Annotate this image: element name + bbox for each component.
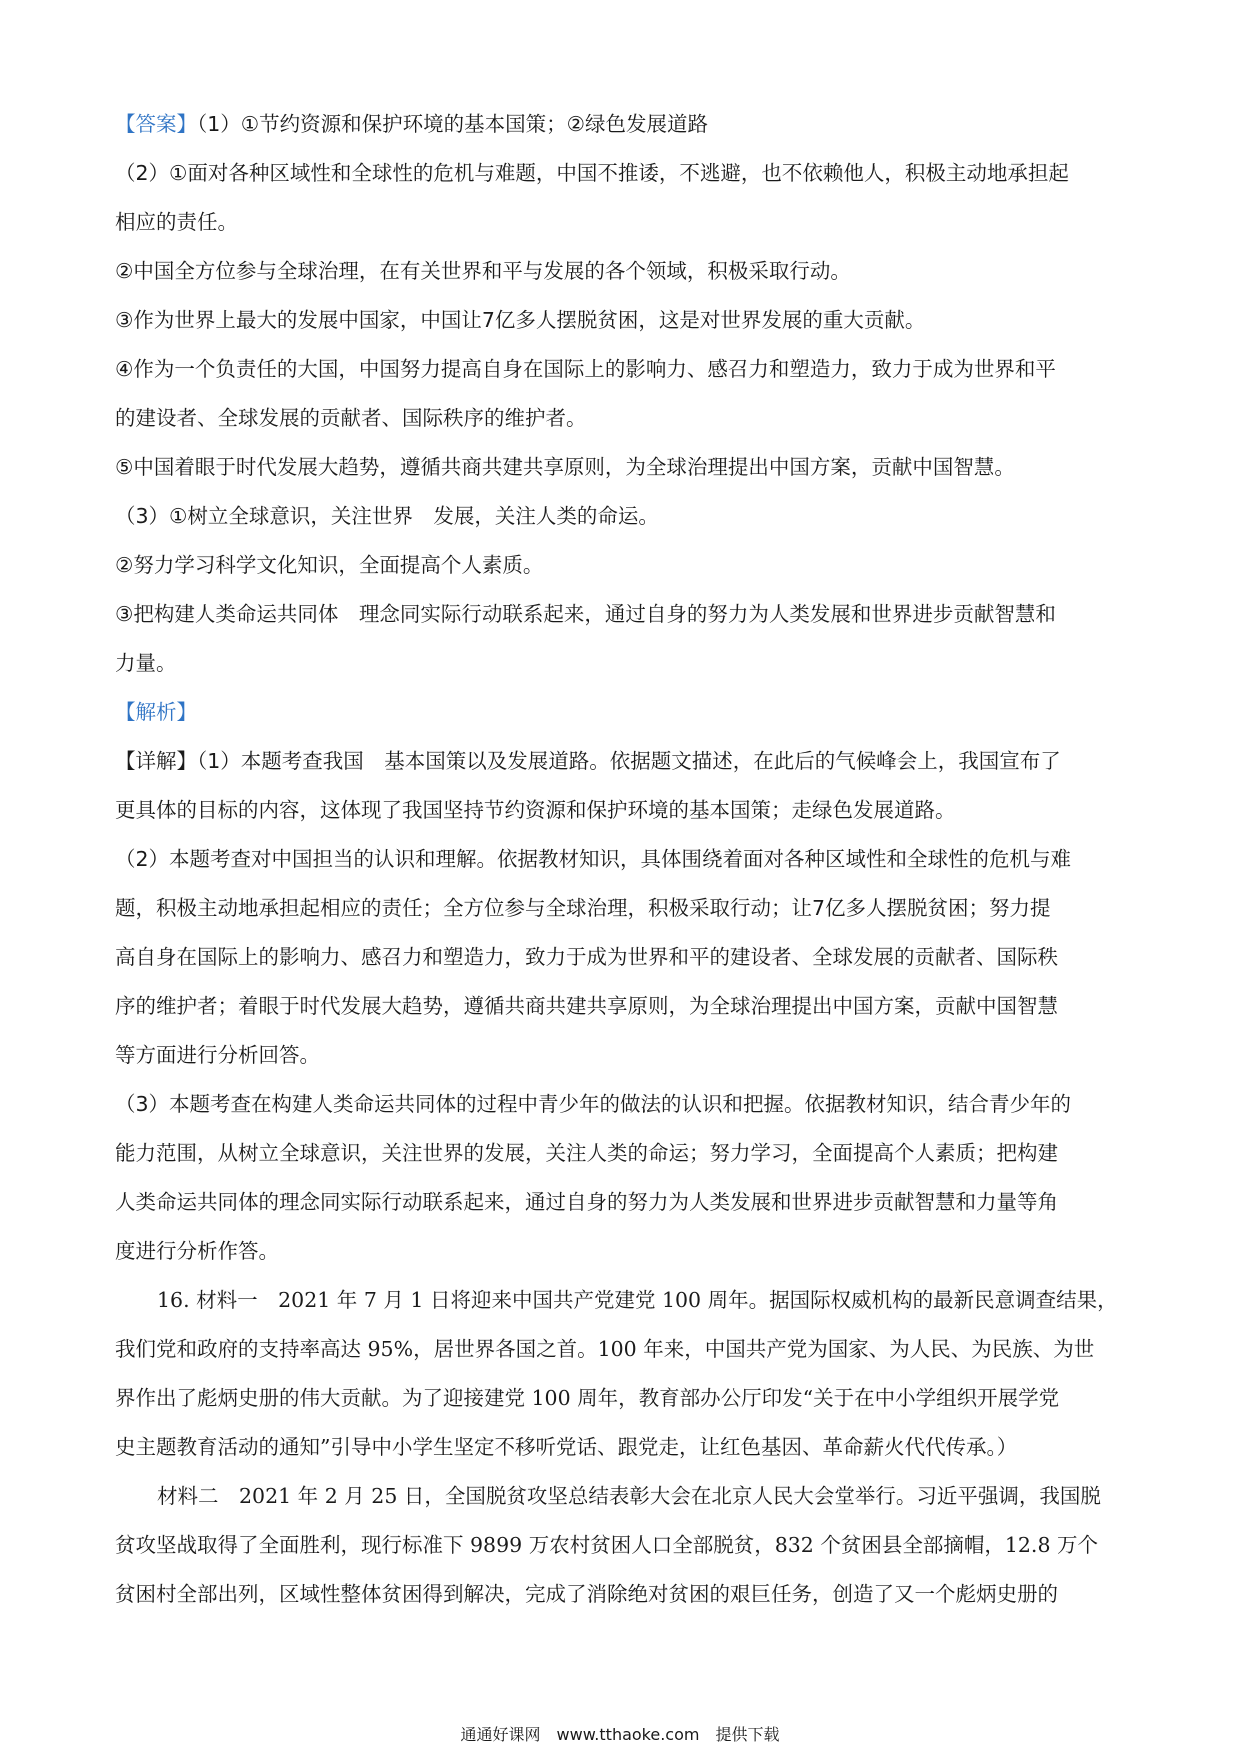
question16-material2-line2: 贫攻坚战取得了全面胜利，现行标准下 9899 万农村贫困人口全部脱贫，832 个贫困县全部摘帽，12.8 万个 xyxy=(115,1533,1099,1557)
answer-part2-item3: ③作为世界上最大的发展中国家，中国让7亿多人摆脱贫困，这是对世界发展的重大贡献。 xyxy=(115,308,926,332)
answer-part3-item1: （3）①树立全球意识，关注世界 发展，关注人类的命运。 xyxy=(115,504,659,528)
answer-tag: 【答案】 xyxy=(115,112,197,136)
answer-part2-line2: 相应的责任。 xyxy=(115,210,238,234)
detail-line-1 xyxy=(115,737,1135,786)
answer-part3-item3-line1: ③把构建人类命运共同体 理念同实际行动联系起来，通过自身的努力为人类发展和世界进步贡献智慧和 xyxy=(115,602,1056,626)
answer-part2-item5: ⑤中国着眼于时代发展大趋势，遵循共商共建共享原则，为全球治理提出中国方案，贡献中国智慧。 xyxy=(115,455,1015,479)
answer-part3-item2: ②努力学习科学文化知识，全面提高个人素质。 xyxy=(115,553,544,577)
analysis-tag: 【解析】 xyxy=(115,700,197,724)
detail-part2-line3: 高自身在国际上的影响力、感召力和塑造力，致力于成为世界和平的建设者、全球发展的贡献者、国际秩 xyxy=(115,945,1058,969)
answer-part2-item4-line2: 的建设者、全球发展的贡献者、国际秩序的维护者。 xyxy=(115,406,587,430)
question16-material1-line2: 我们党和政府的支持率高达 95%，居世界各国之首。100 年来，中国共产党为国家、为人民、为民族、为世 xyxy=(115,1337,1095,1361)
answer-part3-item3-line2: 力量。 xyxy=(115,651,177,675)
detail-part3-line4: 度进行分析作答。 xyxy=(115,1239,279,1263)
detail-part2-line5: 等方面进行分析回答。 xyxy=(115,1043,320,1067)
detail-part1-line2: 更具体的目标的内容，这体现了我国坚持节约资源和保护环境的基本国策；走绿色发展道路。 xyxy=(115,798,956,822)
detail-part2-line1: （2）本题考查对中国担当的认识和理解。依据教材知识，具体围绕着面对各种区域性和全球性的危机与难 xyxy=(115,847,1072,871)
detail-tag: 【详解】 xyxy=(115,749,197,773)
detail-part2-line4: 序的维护者；着眼于时代发展大趋势，遵循共商共建共享原则，为全球治理提出中国方案，贡献中国智慧 xyxy=(115,994,1058,1018)
page-content xyxy=(115,100,1135,1619)
detail-part3-line2: 能力范围，从树立全球意识，关注世界的发展，关注人类的命运；努力学习，全面提高个人素质；把构建 xyxy=(115,1141,1058,1165)
detail-part2-line2: 题，积极主动地承担起相应的责任；全方位参与全球治理，积极采取行动；让7亿多人摆脱贫困；努力提 xyxy=(115,896,1051,920)
question16-material2-line1: 材料二 2021 年 2 月 25 日，全国脱贫攻坚总结表彰大会在北京人民大会堂举行。习近平强调，我国脱 xyxy=(157,1484,1101,1508)
detail-part3-line3: 人类命运共同体的理念同实际行动联系起来，通过自身的努力为人类发展和世界进步贡献智慧和力量等角 xyxy=(115,1190,1058,1214)
question16-material1-line4: 史主题教育活动的通知”引导中小学生坚定不移听党话、跟党走，让红色基因、革命薪火代代传承。） xyxy=(115,1435,1018,1459)
question16-material1-line1: 16. 材料一 2021 年 7 月 1 日将迎来中国共产党建党 100 周年。据国际权威机构的最新民意调查结果， xyxy=(157,1288,1118,1312)
question16-material2-line3: 贫困村全部出列，区域性整体贫困得到解决，完成了消除绝对贫困的艰巨任务，创造了又一个彪炳史册的 xyxy=(115,1582,1058,1606)
answer-part2-item4-line1: ④作为一个负责任的大国，中国努力提高自身在国际上的影响力、感召力和塑造力，致力于成为世界和平 xyxy=(115,357,1056,381)
detail-part1-line1: （1）本题考查我国 基本国策以及发展道路。依据题文描述，在此后的气候峰会上，我国宣布了 xyxy=(197,749,1061,773)
answer-part2-item2: ②中国全方位参与全球治理，在有关世界和平与发展的各个领域，积极采取行动。 xyxy=(115,259,851,283)
answer-line-1 xyxy=(115,100,1135,149)
answer-part2-line1: （2）①面对各种区域性和全球性的危机与难题，中国不推诿，不逃避，也不依赖他人，积极主动地承担起 xyxy=(115,161,1069,185)
page-footer: 通通好课网 www.tthaoke.com 提供下载 xyxy=(460,1725,780,1744)
analysis-heading xyxy=(115,688,1135,737)
answer-part1: （1）①节约资源和保护环境的基本国策；②绿色发展道路 xyxy=(197,112,709,136)
question16-material1-line3: 界作出了彪炳史册的伟大贡献。为了迎接建党 100 周年，教育部办公厅印发“关于在中小学组织开展学党 xyxy=(115,1386,1060,1410)
detail-part3-line1: （3）本题考查在构建人类命运共同体的过程中青少年的做法的认识和把握。依据教材知识，结合青少年的 xyxy=(115,1092,1072,1116)
